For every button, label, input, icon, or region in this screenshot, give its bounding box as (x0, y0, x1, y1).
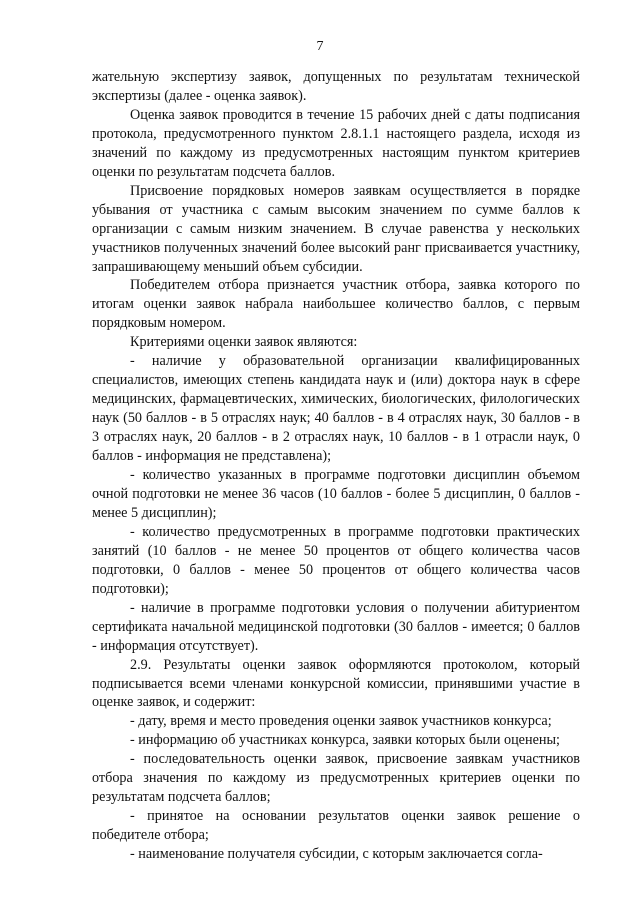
protocol-item-recipient: - наименование получателя субсидии, с которым заключается согла- (130, 846, 543, 863)
criterion-disciplines: - количество указанных в программе подготовки дисциплин объемом очной подготовки не менее 36 часов (10 баллов - более 5 дисциплин, 0 баллов - менее 5 дисциплин); (92, 467, 580, 521)
protocol-item-participants: - информацию об участниках конкурса, заявки которых были оценены; (130, 732, 560, 749)
paragraph-continuation: жательную экспертизу заявок, допущенных по результатам технической экспертизы (далее - оценка заявок). (92, 69, 580, 104)
document-body (92, 68, 580, 864)
paragraph-ranking: Присвоение порядковых номеров заявкам осуществляется в порядке убывания от участника с самым высоким значением по сумме баллов к организации с самым низким значением. В случае равенства у нескольких участников полученных значений более высокий ранг присваивается участнику, запрашивающему меньший объем субсидии. (92, 182, 580, 275)
paragraph-protocol: 2.9. Результаты оценки заявок оформляются протоколом, который подписывается всеми членами конкурсной комиссии, принявшими участие в оценке заявок, и содержит: (92, 656, 580, 711)
protocol-item-decision: - принятое на основании результатов оценки заявок решение о победителе отбора; (92, 808, 580, 844)
paragraph-winner: Победителем отбора признается участник отбора, заявка которого по итогам оценки заявок набрала наибольшее количество баллов, с первым порядковым номером. (92, 277, 580, 332)
criterion-certificate: - наличие в программе подготовки условия о получении абитуриентом сертификата начальной медицинской подготовки (30 баллов - имеется; 0 баллов - информация отсутствует). (92, 599, 580, 654)
page-number: 7 (316, 39, 324, 54)
protocol-item-date: - дату, время и место проведения оценки заявок участников конкурса; (130, 713, 552, 730)
protocol-item-sequence: - последовательность оценки заявок, присвоение заявкам участников отбора значения по каждому из предусмотренных критериев оценки по результатам подсчета баллов; (92, 751, 580, 806)
paragraph-criteria-heading: Критериями оценки заявок являются: (130, 334, 358, 351)
criterion-practical-classes: - количество предусмотренных в программе подготовки практических занятий (10 баллов - не менее 50 процентов от общего количества часов подготовки, 0 баллов - менее 50 процентов от общего количества часов подготовки); (92, 523, 580, 597)
paragraph-evaluation-period: Оценка заявок проводится в течение 15 рабочих дней с даты подписания протокола, предусмотренного пунктом 2.8.1.1 настоящего раздела, исходя из значений по каждому из предусмотренных настоящим пунктом критериев оценки по результатам подсчета баллов. (92, 106, 580, 180)
criterion-specialists: - наличие у образовательной организации квалифицированных специалистов, имеющих степень кандидата наук и (или) доктора наук в сфере медицинских, фармацевтических, химических, биологических, филологических наук (50 баллов - в 5 отраслях наук; 40 баллов - в 4 отраслях наук, 30 баллов - в 3 отраслях наук, 20 баллов - в 2 отраслях наук, 10 баллов - в 1 отрасли наук, 0 баллов - информация не представлена); (92, 353, 580, 465)
